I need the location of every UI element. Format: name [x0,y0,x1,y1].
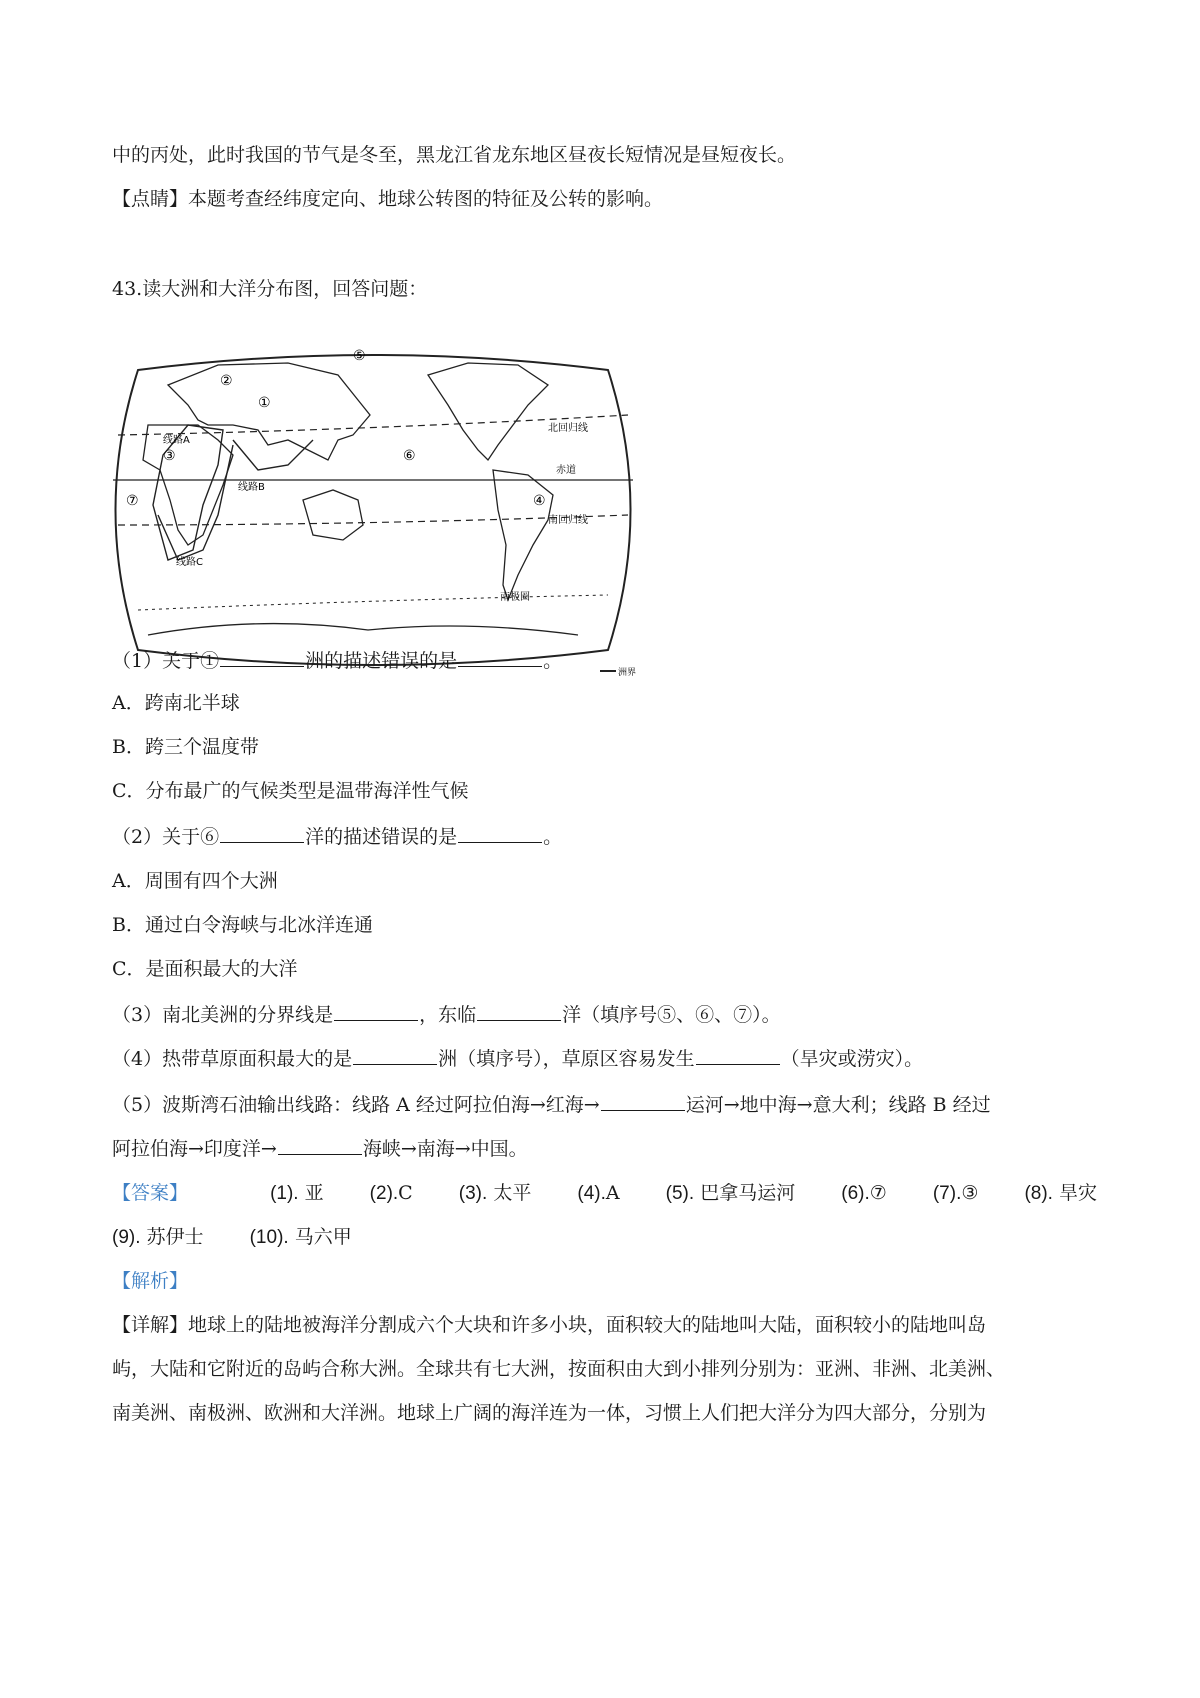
label-route-a: 线路A [163,435,190,446]
option-line: C．分布最广的气候类型是温带海洋性气候 [112,780,469,802]
answer-blank[interactable] [334,1000,418,1021]
q5-line2-suffix: 海峡→南海→中国。 [362,1138,528,1160]
answer-blank[interactable] [220,822,304,843]
answer-blank[interactable] [353,1044,437,1065]
q4-prefix: （4）热带草原面积最大的是 [112,1048,353,1070]
q3-middle: ，东临 [419,1004,477,1026]
label-equator: 赤道 [556,465,576,476]
answer-value: ③ [961,1182,979,1204]
answer-value: C [398,1182,413,1204]
question-5 [112,1090,991,1118]
question-1 [112,646,562,674]
answer-value: A [605,1182,620,1204]
analysis-line: 南美洲、南极洲、欧洲和大洋洲。地球上广阔的海洋连为一体，习惯上人们把大洋分为四大部分，分别为 [112,1402,987,1424]
answer-item [1024,1180,1097,1207]
q1-middle: 洲的描述错误的是 [305,650,458,672]
answer-item [250,1224,352,1251]
label-ocean-5: ⑤ [353,348,366,364]
label-route-c: 线路C [176,557,203,568]
label-antarctic-circle: 南极圈 [500,592,530,603]
answer-item [270,1180,324,1207]
answer-item [933,1180,979,1207]
answer-item [370,1180,413,1207]
q5-middle: 运河→地中海→意大利；线路 B 经过 [685,1094,991,1116]
answer-blank[interactable] [220,646,304,667]
answer-value: 苏伊士 [146,1226,204,1248]
label-ocean-7: ⑦ [126,493,139,509]
option-line: B．通过白令海峡与北冰洋连通 [112,914,373,936]
question-title: 43.读大洲和大洋分布图，回答问题： [112,278,428,300]
answer-item [459,1180,532,1207]
answer-blank[interactable] [477,1000,561,1021]
answer-number: (6). [841,1183,870,1204]
label-ocean-6: ⑥ [403,448,416,464]
analysis-line: 【详解】地球上的陆地被海洋分割成六个大块和许多小块，面积较大的陆地叫大陆，面积较小的陆地叫岛 [112,1314,987,1336]
answer-value: 太平 [493,1182,532,1204]
q3-suffix: 洋（填序号⑤、⑥、⑦）。 [562,1004,781,1026]
option-line: C．是面积最大的大洋 [112,958,298,980]
answer-value: 亚 [304,1182,324,1204]
q5-prefix: （5）波斯湾石油输出线路：线路 A 经过阿拉伯海→红海→ [112,1094,600,1116]
q2-prefix: （2）关于⑥ [112,826,220,848]
question-2 [112,822,562,850]
option-line: A．周围有四个大洲 [112,870,278,892]
label-continent-4: ④ [533,493,546,509]
paragraph-line: 中的丙处，此时我国的节气是冬至，黑龙江省龙东地区昼夜长短情况是昼短夜长。 [112,144,797,166]
answer-row-1 [112,1180,1097,1207]
question-5-cont [112,1134,528,1162]
answer-value: ⑦ [869,1182,887,1204]
answer-label: 【答案】 [112,1182,189,1204]
q2-suffix: 。 [543,826,563,848]
option-line: A．跨南北半球 [112,692,240,714]
label-south-tropic: 南回归线 [548,515,588,526]
q4-middle: 洲（填序号），草原区容易发生 [438,1048,695,1070]
q2-middle: 洋的描述错误的是 [305,826,458,848]
answer-number: (9). [112,1227,141,1248]
map-frame [116,355,631,665]
answer-blank[interactable] [278,1134,362,1155]
answer-blank[interactable] [696,1044,780,1065]
q5-line2-prefix: 阿拉伯海→印度洋→ [112,1138,277,1160]
answer-value: 马六甲 [294,1226,352,1248]
label-north-tropic: 北回归线 [548,423,588,434]
answer-blank[interactable] [601,1090,685,1111]
answer-blank[interactable] [458,646,542,667]
answer-item [666,1180,796,1207]
answer-number: (8). [1024,1183,1053,1204]
answer-value: 旱灾 [1059,1182,1098,1204]
answer-number: (1). [270,1183,299,1204]
answer-item [841,1180,887,1207]
q1-suffix: 。 [543,650,563,672]
q4-suffix: （旱灾或涝灾）。 [780,1048,924,1070]
tip-line: 【点睛】本题考查经纬度定向、地球公转图的特征及公转的影响。 [112,188,664,210]
analysis-label: 【解析】 [112,1270,189,1292]
analysis-line: 屿，大陆和它附近的岛屿合称大洲。全球共有七大洲，按面积由大到小排列分别为：亚洲、非洲、北美洲、 [112,1358,1006,1380]
question-3 [112,1000,781,1028]
answer-number: (2). [369,1183,399,1204]
label-route-b: 线路B [238,482,265,493]
answer-number: (4). [577,1183,606,1204]
label-continent-2: ② [220,373,233,389]
label-continent-1: ① [258,395,271,411]
answer-row-2 [112,1224,352,1251]
legend-label: 洲界 [618,668,637,678]
answer-blank[interactable] [458,822,542,843]
answer-value: 巴拿马运河 [700,1182,796,1204]
answer-number: (7). [932,1183,962,1204]
answer-item [112,1224,204,1251]
answer-item [577,1180,619,1207]
label-continent-3: ③ [163,448,176,464]
world-map-figure [108,345,638,680]
answer-number: (3). [458,1183,488,1204]
answer-number: (5). [665,1183,695,1204]
answer-number: (10). [249,1227,289,1248]
question-4 [112,1044,923,1072]
option-line: B．跨三个温度带 [112,736,259,758]
q3-prefix: （3）南北美洲的分界线是 [112,1004,334,1026]
q1-prefix: （1）关于① [112,650,220,672]
